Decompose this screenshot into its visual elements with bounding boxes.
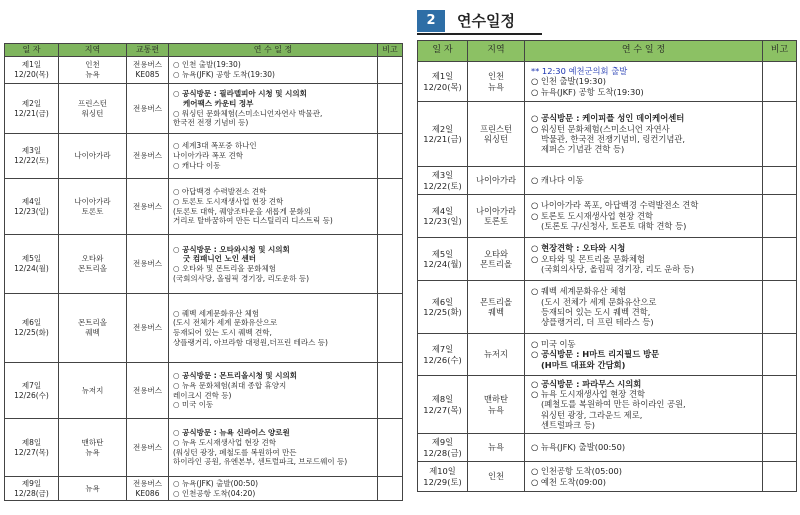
region-cell — [59, 84, 127, 134]
table-header-row — [5, 44, 403, 57]
date-cell — [418, 334, 468, 376]
table-row — [418, 434, 797, 462]
column-header: 연 수 일 정 — [525, 41, 763, 62]
schedule-item: 한국전 전쟁 기념비 등) — [173, 118, 249, 128]
day-number: 제8일 — [21, 437, 42, 447]
table-row — [5, 134, 403, 179]
schedule-item: ○ 캐나다 이동 — [531, 175, 584, 186]
date: 12/26(수) — [14, 390, 49, 400]
schedule-item: (토론토 구/신청사, 토론토 대학 견학 등) — [541, 221, 687, 232]
schedule-item: ○ 뉴욕 도시재생사업 현장 견학 — [531, 388, 645, 399]
day-number: 제3일 — [431, 170, 454, 181]
remarks-cell — [378, 134, 403, 179]
schedule-item: ○ 인천공항 도착(04:20) — [173, 488, 256, 498]
column-header: 일 자 — [418, 41, 468, 62]
table-row — [5, 363, 403, 419]
region-name: 뉴욕 — [85, 483, 100, 493]
schedule-item: ○ 현장견학 : 오타와 시청 — [531, 243, 626, 254]
region-cell — [59, 134, 127, 179]
schedule-item: (국회의사당, 올림픽 경기장, 리도운하 등) — [173, 273, 310, 283]
transport-mode: KE086 — [135, 488, 160, 498]
remarks-cell — [763, 102, 797, 167]
date: 12/29(토) — [423, 476, 462, 487]
region-cell — [59, 235, 127, 294]
remarks-cell — [378, 294, 403, 363]
schedule-item: ○ 뉴욕(JFK) 출발(00:50) — [531, 442, 626, 453]
schedule-item: ○ 뉴욕 도시재생사업 현장 견학 — [173, 437, 277, 447]
remarks-cell — [763, 195, 797, 238]
transport-mode: 전용버스 — [133, 201, 162, 211]
schedule-item: ○ 워싱턴 문화체험(스미소니언 자연사 — [531, 123, 670, 134]
transport-cell — [127, 57, 169, 84]
table-row — [418, 195, 797, 238]
schedule-item: 등재되어 있는 도시 퀘벡 견학, — [541, 307, 651, 317]
table-row — [5, 179, 403, 235]
schedule-cell — [525, 102, 763, 167]
remarks-cell — [378, 363, 403, 419]
schedule-cell — [525, 167, 763, 195]
region-name: 워싱턴 — [81, 108, 104, 118]
date: 12/28(금) — [423, 447, 462, 458]
schedule-item: (도시 전체가 세계 문화유산으로 — [541, 296, 657, 307]
date: 12/24(월) — [423, 259, 462, 269]
schedule-cell — [525, 195, 763, 238]
day-number: 제9일 — [431, 437, 454, 448]
schedule-item: ○ 오타와 및 몬트리올 문화체험 — [173, 264, 277, 273]
date-cell — [5, 235, 59, 294]
schedule-item: (도시 전체가 세계 문화유산으로 — [173, 318, 278, 328]
transport-cell — [127, 179, 169, 235]
schedule-table-revised — [417, 40, 797, 492]
region-cell — [468, 281, 525, 334]
schedule-item: ○ 예천 도착(09:00) — [531, 476, 606, 487]
schedule-cell — [169, 179, 378, 235]
column-header: 교통편 — [127, 44, 169, 57]
schedule-item: ○ 세계3대 폭포중 하나인 — [173, 141, 257, 151]
column-header: 지역 — [468, 41, 525, 62]
date-cell — [418, 102, 468, 167]
schedule-cell — [525, 462, 763, 492]
region-cell — [468, 62, 525, 102]
remarks-cell — [378, 235, 403, 294]
section-number: 2 — [417, 10, 445, 32]
table-row — [418, 238, 797, 281]
schedule-item: ○ 토론토 도시재생사업 현장 견학 — [173, 196, 284, 206]
schedule-item: 레이크시 견학 등) — [173, 390, 232, 400]
schedule-item: ** 12:30 예천군의회 출발 — [531, 65, 628, 76]
region-name: 오타와 — [483, 248, 509, 259]
date-cell — [5, 294, 59, 363]
date: 12/24(월) — [14, 264, 49, 273]
region-name: 프린스턴 — [78, 98, 107, 108]
region-name: 퀘벡 — [85, 328, 100, 337]
day-number: 제4일 — [21, 196, 42, 206]
date: 12/23(일) — [14, 206, 49, 216]
region-name: 몬트리올 — [78, 264, 107, 273]
day-number: 제6일 — [431, 296, 454, 307]
date: 12/23(일) — [423, 216, 462, 226]
transport-mode: 전용버스 — [133, 323, 162, 333]
schedule-item: 거리로 탈바꿈하여 만든 디스틸리리 디스트릭 등) — [173, 216, 333, 226]
remarks-cell — [763, 238, 797, 281]
day-number: 제3일 — [21, 146, 42, 156]
schedule-item: ○ 나이아가라 폭포, 아답백경 수력발전소 견학 — [531, 200, 699, 211]
transport-mode: KE085 — [135, 70, 160, 79]
schedule-item: ○ 뉴욕 문화체험(최대 종합 휴양지 — [173, 380, 287, 390]
remarks-cell — [763, 376, 797, 434]
region-name: 몬트리올 — [479, 296, 513, 307]
region-name: 뉴욕 — [85, 70, 100, 79]
transport-mode: 전용버스 — [133, 151, 162, 161]
transport-cell — [127, 363, 169, 419]
day-number: 제1일 — [21, 60, 42, 70]
day-number: 제7일 — [21, 380, 42, 390]
transport-cell — [127, 134, 169, 179]
schedule-cell — [525, 376, 763, 434]
region-cell — [468, 334, 525, 376]
schedule-cell — [169, 134, 378, 179]
schedule-item: ○ 공식방문 : 필라델피아 시청 및 시의회 — [173, 89, 307, 98]
schedule-item: 케어팩스 카운티 정부 — [183, 98, 254, 108]
region-name: 인천 — [487, 471, 505, 482]
region-name: 몬트리올 — [479, 259, 513, 269]
schedule-cell — [169, 235, 378, 294]
transport-mode: 전용버스 — [133, 478, 162, 488]
date-cell — [418, 62, 468, 102]
table-row — [418, 462, 797, 492]
schedule-cell — [169, 419, 378, 477]
remarks-cell — [378, 477, 403, 501]
schedule-item: ○ 뉴욕(JFK) 출발(00:50) — [173, 478, 259, 488]
schedule-item: ○ 공식방문 : 몬트리올시청 및 시의회 — [173, 371, 298, 380]
transport-cell — [127, 294, 169, 363]
remarks-cell — [763, 434, 797, 462]
table-row — [418, 334, 797, 376]
schedule-item: (H마트 대표와 간담회) — [541, 359, 626, 370]
schedule-item: ○ 인천 출발(19:30) — [173, 60, 241, 70]
region-name: 맨하탄 — [81, 437, 104, 447]
region-name: 맨하탄 — [483, 394, 509, 405]
day-number: 제6일 — [21, 318, 42, 328]
region-name: 뉴욕 — [487, 404, 505, 415]
schedule-item: ○ 공식방문 : 뉴욕 신라이스 양로원 — [173, 428, 290, 437]
day-number: 제9일 — [21, 478, 42, 488]
region-name: 나이아가라 — [74, 151, 111, 161]
schedule-item: ○ 뉴욕(JKF) 공항 도착(19:30) — [531, 86, 644, 97]
date-cell — [5, 134, 59, 179]
table-header-row — [418, 41, 797, 62]
section-heading — [417, 8, 515, 33]
region-name: 몬트리올 — [78, 318, 107, 328]
date-cell — [418, 167, 468, 195]
table-row — [418, 102, 797, 167]
region-name: 뉴욕 — [487, 442, 505, 453]
region-name: 인천 — [487, 71, 505, 82]
date-cell — [5, 57, 59, 84]
schedule-item: ○ 토론토 도시재생사업 현장 견학 — [531, 210, 653, 221]
schedule-item: 박물관, 한국전 전쟁기념비, 링컨기념관, — [541, 134, 686, 144]
day-number: 제2일 — [431, 123, 454, 134]
schedule-cell — [525, 434, 763, 462]
schedule-item: ○ 인천 출발(19:30) — [531, 76, 606, 87]
date: 12/20(목) — [14, 70, 49, 79]
remarks-cell — [763, 334, 797, 376]
section-title: 연수일정 — [457, 12, 515, 30]
schedule-item: 하이라인 공원, 유엔본부, 센트럴파크, 브로드웨이 등) — [173, 457, 348, 467]
region-cell — [59, 179, 127, 235]
schedule-item: ○ 공식방문 : 파라무스 시의회 — [531, 378, 642, 389]
region-name: 뉴저지 — [483, 349, 509, 360]
region-name: 뉴욕 — [487, 81, 505, 92]
date: 12/22(토) — [14, 156, 49, 165]
date-cell — [5, 419, 59, 477]
date-cell — [418, 434, 468, 462]
transport-cell — [127, 477, 169, 501]
schedule-item: 나이아가라 폭포 견학 — [173, 151, 243, 161]
date: 12/22(토) — [423, 180, 462, 191]
transport-mode: 전용버스 — [133, 259, 162, 269]
table-row — [5, 419, 403, 477]
date: 12/27(목) — [14, 447, 49, 457]
schedule-cell — [525, 334, 763, 376]
schedule-item: ○ 뉴욕(JFK) 공항 도착(19:30) — [173, 70, 275, 79]
region-cell — [468, 102, 525, 167]
region-cell — [59, 477, 127, 501]
table-row — [5, 294, 403, 363]
section-underline — [417, 33, 542, 35]
schedule-item: 워싱턴 광장, 그라운드 제로, — [541, 409, 643, 420]
date-cell — [5, 477, 59, 501]
date-cell — [418, 281, 468, 334]
date: 12/21(금) — [14, 108, 49, 118]
date-cell — [5, 179, 59, 235]
schedule-item: ○ 퀘벡 세계문화유산 체험 — [173, 308, 260, 318]
region-name: 토론토 — [483, 216, 509, 226]
schedule-item: ○ 워싱턴 문화체험(스미소니언자연사 박물관, — [173, 108, 323, 118]
schedule-item: (워싱턴 광장, 폐철도를 복원하여 만든 — [173, 447, 297, 457]
transport-cell — [127, 84, 169, 134]
schedule-cell — [525, 238, 763, 281]
day-number: 제8일 — [431, 394, 454, 405]
region-name: 오타와 — [81, 254, 104, 264]
day-number: 제5일 — [431, 248, 454, 259]
table-row — [5, 477, 403, 501]
date: 12/28(금) — [14, 488, 49, 498]
schedule-item: ○ 공식방문 : 케이피플 성인 데이케어센터 — [531, 113, 685, 124]
day-number: 제2일 — [21, 98, 42, 108]
schedule-item: ○ 아답백경 수력발전소 견학 — [173, 187, 267, 196]
table-row — [418, 281, 797, 334]
schedule-item: ○ 미국 이동 — [173, 400, 214, 410]
schedule-item: 제퍼슨 기념관 견학 등) — [541, 144, 625, 155]
region-name: 인천 — [85, 60, 100, 70]
table-row — [418, 376, 797, 434]
schedule-item: ○ 미국 이동 — [531, 338, 576, 349]
region-cell — [468, 195, 525, 238]
column-header: 비고 — [378, 44, 403, 57]
remarks-cell — [378, 84, 403, 134]
date: 12/21(금) — [423, 134, 462, 144]
remarks-cell — [763, 167, 797, 195]
schedule-item: 센트럴파크 등) — [541, 420, 595, 431]
region-cell — [59, 363, 127, 419]
schedule-item: (폐철도를 복원하여 만든 하이라인 공원, — [541, 399, 686, 410]
transport-cell — [127, 235, 169, 294]
date-cell — [5, 363, 59, 419]
transport-mode: 전용버스 — [133, 103, 162, 113]
schedule-item: (토론토 대학, 퀘양조타운을 새롭게 문화의 — [173, 206, 312, 216]
remarks-cell — [378, 57, 403, 84]
table-row — [418, 62, 797, 102]
column-header: 지역 — [59, 44, 127, 57]
table-row — [5, 84, 403, 134]
schedule-table-original — [4, 43, 403, 501]
schedule-item: ○ 퀘벡 세계문화유산 체험 — [531, 286, 627, 297]
schedule-item: (국회의사당, 올림픽 경기장, 리도 운하 등) — [541, 264, 695, 275]
column-header: 일 자 — [5, 44, 59, 57]
day-number: 제1일 — [431, 71, 454, 82]
remarks-cell — [763, 281, 797, 334]
date-cell — [418, 195, 468, 238]
day-number: 제7일 — [431, 344, 454, 355]
region-name: 토론토 — [81, 206, 104, 216]
day-number: 제10일 — [429, 466, 456, 477]
table-row — [418, 167, 797, 195]
remarks-cell — [763, 62, 797, 102]
region-cell — [59, 57, 127, 84]
schedule-cell — [169, 294, 378, 363]
schedule-item: 등재되어 있는 도시 퀘벡 견학, — [173, 328, 272, 337]
schedule-cell — [169, 57, 378, 84]
date-cell — [418, 462, 468, 492]
region-cell — [468, 376, 525, 434]
column-header: 비고 — [763, 41, 797, 62]
date: 12/26(수) — [423, 354, 462, 365]
region-name: 프린스턴 — [479, 123, 513, 134]
region-name: 나이아가라 — [74, 196, 111, 206]
schedule-item: ○ 인천공항 도착(05:00) — [531, 466, 622, 477]
table-row — [5, 57, 403, 84]
transport-mode: 전용버스 — [133, 60, 162, 70]
region-cell — [59, 419, 127, 477]
date: 12/20(목) — [423, 81, 462, 92]
remarks-cell — [378, 179, 403, 235]
schedule-item: ○ 오타와 및 몬트리올 문화체험 — [531, 253, 645, 264]
region-name: 나이아가라 — [475, 175, 517, 186]
date: 12/27(목) — [423, 404, 462, 415]
schedule-cell — [525, 281, 763, 334]
region-cell — [468, 167, 525, 195]
region-name: 퀘벡 — [487, 307, 505, 317]
transport-cell — [127, 419, 169, 477]
region-name: 워싱턴 — [483, 134, 509, 144]
schedule-item: 샹플랭거리, 더 프린 테라스 등) — [541, 317, 654, 328]
schedule-cell — [169, 363, 378, 419]
schedule-item: ○ 캐나다 이동 — [173, 160, 221, 170]
day-number: 제4일 — [431, 205, 454, 216]
transport-mode: 전용버스 — [133, 442, 162, 452]
region-cell — [468, 462, 525, 492]
region-cell — [468, 238, 525, 281]
region-cell — [468, 434, 525, 462]
schedule-cell — [169, 477, 378, 501]
region-cell — [59, 294, 127, 363]
remarks-cell — [378, 419, 403, 477]
region-name: 뉴저지 — [81, 385, 104, 395]
remarks-cell — [763, 462, 797, 492]
schedule-item: 굿 컴패니언 노인 센터 — [183, 254, 257, 264]
table-row — [5, 235, 403, 294]
day-number: 제5일 — [21, 254, 42, 264]
date-cell — [5, 84, 59, 134]
date-cell — [418, 376, 468, 434]
region-name: 나이아가라 — [475, 205, 517, 216]
schedule-cell — [169, 84, 378, 134]
schedule-cell — [525, 62, 763, 102]
region-name: 뉴욕 — [85, 447, 100, 457]
date-cell — [418, 238, 468, 281]
date: 12/25(화) — [423, 307, 462, 317]
transport-mode: 전용버스 — [133, 385, 162, 395]
schedule-item: ○ 공식방문 : 오타와시청 및 시의회 — [173, 244, 290, 254]
date: 12/25(화) — [14, 328, 49, 337]
schedule-item: 샹플랭거리, 아브라함 대평원,더프린 테라스 등) — [173, 337, 328, 347]
column-header: 연 수 일 정 — [169, 44, 378, 57]
schedule-item: ○ 공식방문 : H마트 리지필드 방문 — [531, 349, 660, 360]
